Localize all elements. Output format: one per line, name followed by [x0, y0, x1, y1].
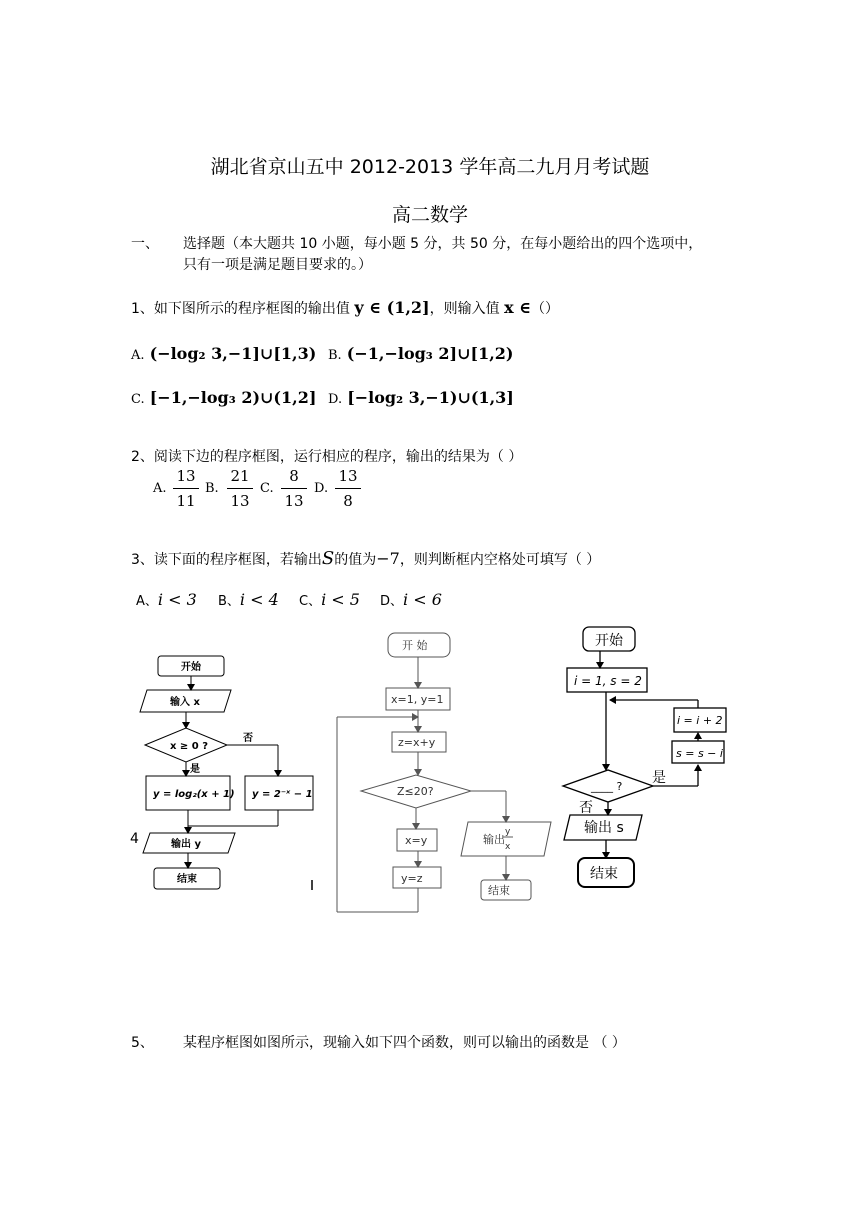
option-value: [−log₂ 3,−1)∪(1,3]: [347, 388, 514, 407]
fc1-input-text: 输入 x: [170, 697, 200, 708]
option-value: [−1,−log₃ 2)∪(1,2]: [149, 388, 317, 407]
fc1-yes-label: 是: [190, 764, 200, 775]
option-value: i < 3: [157, 590, 197, 609]
fraction-numerator: 13: [338, 467, 358, 485]
fc2-start-text: 开 始: [402, 639, 428, 652]
fc2-end-text: 结束: [488, 884, 510, 897]
fc1-left-text: y = log₂(x + 1): [153, 789, 235, 800]
option-label: C、: [299, 594, 322, 609]
section-instruction-line1: 选择题（本大题共 10 小题，每小题 5 分，共 50 分，在每小题给出的四个选项中，: [183, 236, 703, 252]
fc3-no-label: 否: [579, 800, 593, 816]
fc1-start-text: 开始: [181, 662, 201, 673]
fc1-no-label: 否: [243, 733, 253, 744]
fc3-output-text: 输出 s: [584, 820, 624, 836]
fc1-end-text: 结束: [177, 874, 197, 885]
q2-option-b-label: B.: [205, 481, 219, 496]
q1-stem-text-c: （）: [531, 301, 560, 317]
flowchart-2: [337, 633, 551, 912]
question-4-number: 4: [130, 831, 139, 847]
q1-stem-text-a: 1、如下图所示的程序框图的输出值: [131, 301, 355, 317]
option-label: C.: [131, 392, 145, 407]
option-label: A、: [136, 594, 158, 609]
q3-stem-text-b: 的值为: [334, 552, 377, 568]
fraction-numerator: 8: [289, 467, 299, 485]
q1-stem-math-y: y ∈ (1,2]: [354, 298, 430, 317]
q1-stem-text-b: ，则输入值: [429, 301, 505, 317]
section-instruction-line2: 只有一项是满足题目要求的。）: [183, 257, 372, 273]
option-label: D.: [328, 392, 343, 407]
q2-option-c-label: C.: [260, 481, 274, 496]
fc1-output-text: 输出 y: [171, 839, 201, 850]
fc2-assign-text: z=x+y: [398, 736, 436, 749]
q2-option-a-label: A.: [153, 481, 167, 496]
fc2-output-denominator: x: [505, 842, 511, 852]
fraction-numerator: 13: [176, 467, 196, 485]
fc3-yes-label: 是: [652, 770, 666, 786]
option-value: i < 5: [321, 590, 360, 609]
fc2-init-text: x=1, y=1: [391, 693, 444, 706]
option-value: i < 4: [239, 590, 279, 609]
fraction-denominator: 8: [343, 492, 353, 510]
option-value: (−1,−log₃ 2]∪[1,2): [346, 344, 514, 363]
option-value: (−log₂ 3,−1]∪[1,3): [149, 344, 317, 363]
q3-stem-value: −7: [376, 549, 400, 568]
question-2-stem: 2、阅读下边的程序框图，运行相应的程序，输出的结果为（ ）: [131, 449, 523, 465]
section-number: 一、: [131, 236, 159, 252]
question-5-number: 5、: [131, 1035, 154, 1051]
q3-stem-var: S: [321, 548, 335, 569]
fc3-init-text: i = 1, s = 2: [574, 674, 642, 688]
q1-stem-math-x: x ∈: [504, 298, 532, 317]
fc3-sub-text: s = s − i: [676, 747, 723, 760]
fc1-right-text: y = 2⁻ˣ − 1: [252, 789, 313, 800]
fc3-start-text: 开始: [595, 633, 623, 649]
fraction-denominator: 13: [230, 492, 250, 510]
q2-option-d-label: D.: [314, 481, 329, 496]
question-5-stem: 某程序框图如图所示，现输入如下四个函数，则可以输出的函数是 （ ）: [183, 1035, 626, 1051]
option-label: B、: [218, 594, 240, 609]
fc2-cond-text: Z≤20?: [397, 785, 434, 798]
fc2-output-numerator: y: [505, 827, 511, 837]
fc3-end-text: 结束: [590, 866, 618, 882]
fraction-denominator: 13: [284, 492, 304, 510]
fc1-cond-text: x ≥ 0 ?: [170, 741, 209, 752]
page-title: 湖北省京山五中 2012-2013 学年高二九月月考试题: [210, 156, 650, 178]
fc3-cond-text: ____ ?: [591, 780, 623, 793]
fc2-step1-text: x=y: [405, 834, 428, 847]
option-value: i < 6: [403, 590, 442, 609]
fc3-inc-text: i = i + 2: [677, 714, 723, 727]
option-label: A.: [131, 348, 145, 363]
q3-stem-text-c: ，则判断框内空格处可填写（ ）: [399, 552, 601, 568]
fc2-output-label: 输出: [483, 833, 505, 846]
q3-stem-text-a: 3、读下面的程序框图，若输出: [131, 552, 322, 568]
fraction-denominator: 11: [176, 492, 196, 510]
option-label: D、: [380, 594, 404, 609]
flowchart-1: [140, 656, 313, 889]
fc2-step2-text: y=z: [401, 872, 423, 885]
page-subtitle: 高二数学: [391, 204, 468, 226]
option-label: B.: [328, 348, 342, 363]
fraction-numerator: 21: [230, 467, 250, 485]
